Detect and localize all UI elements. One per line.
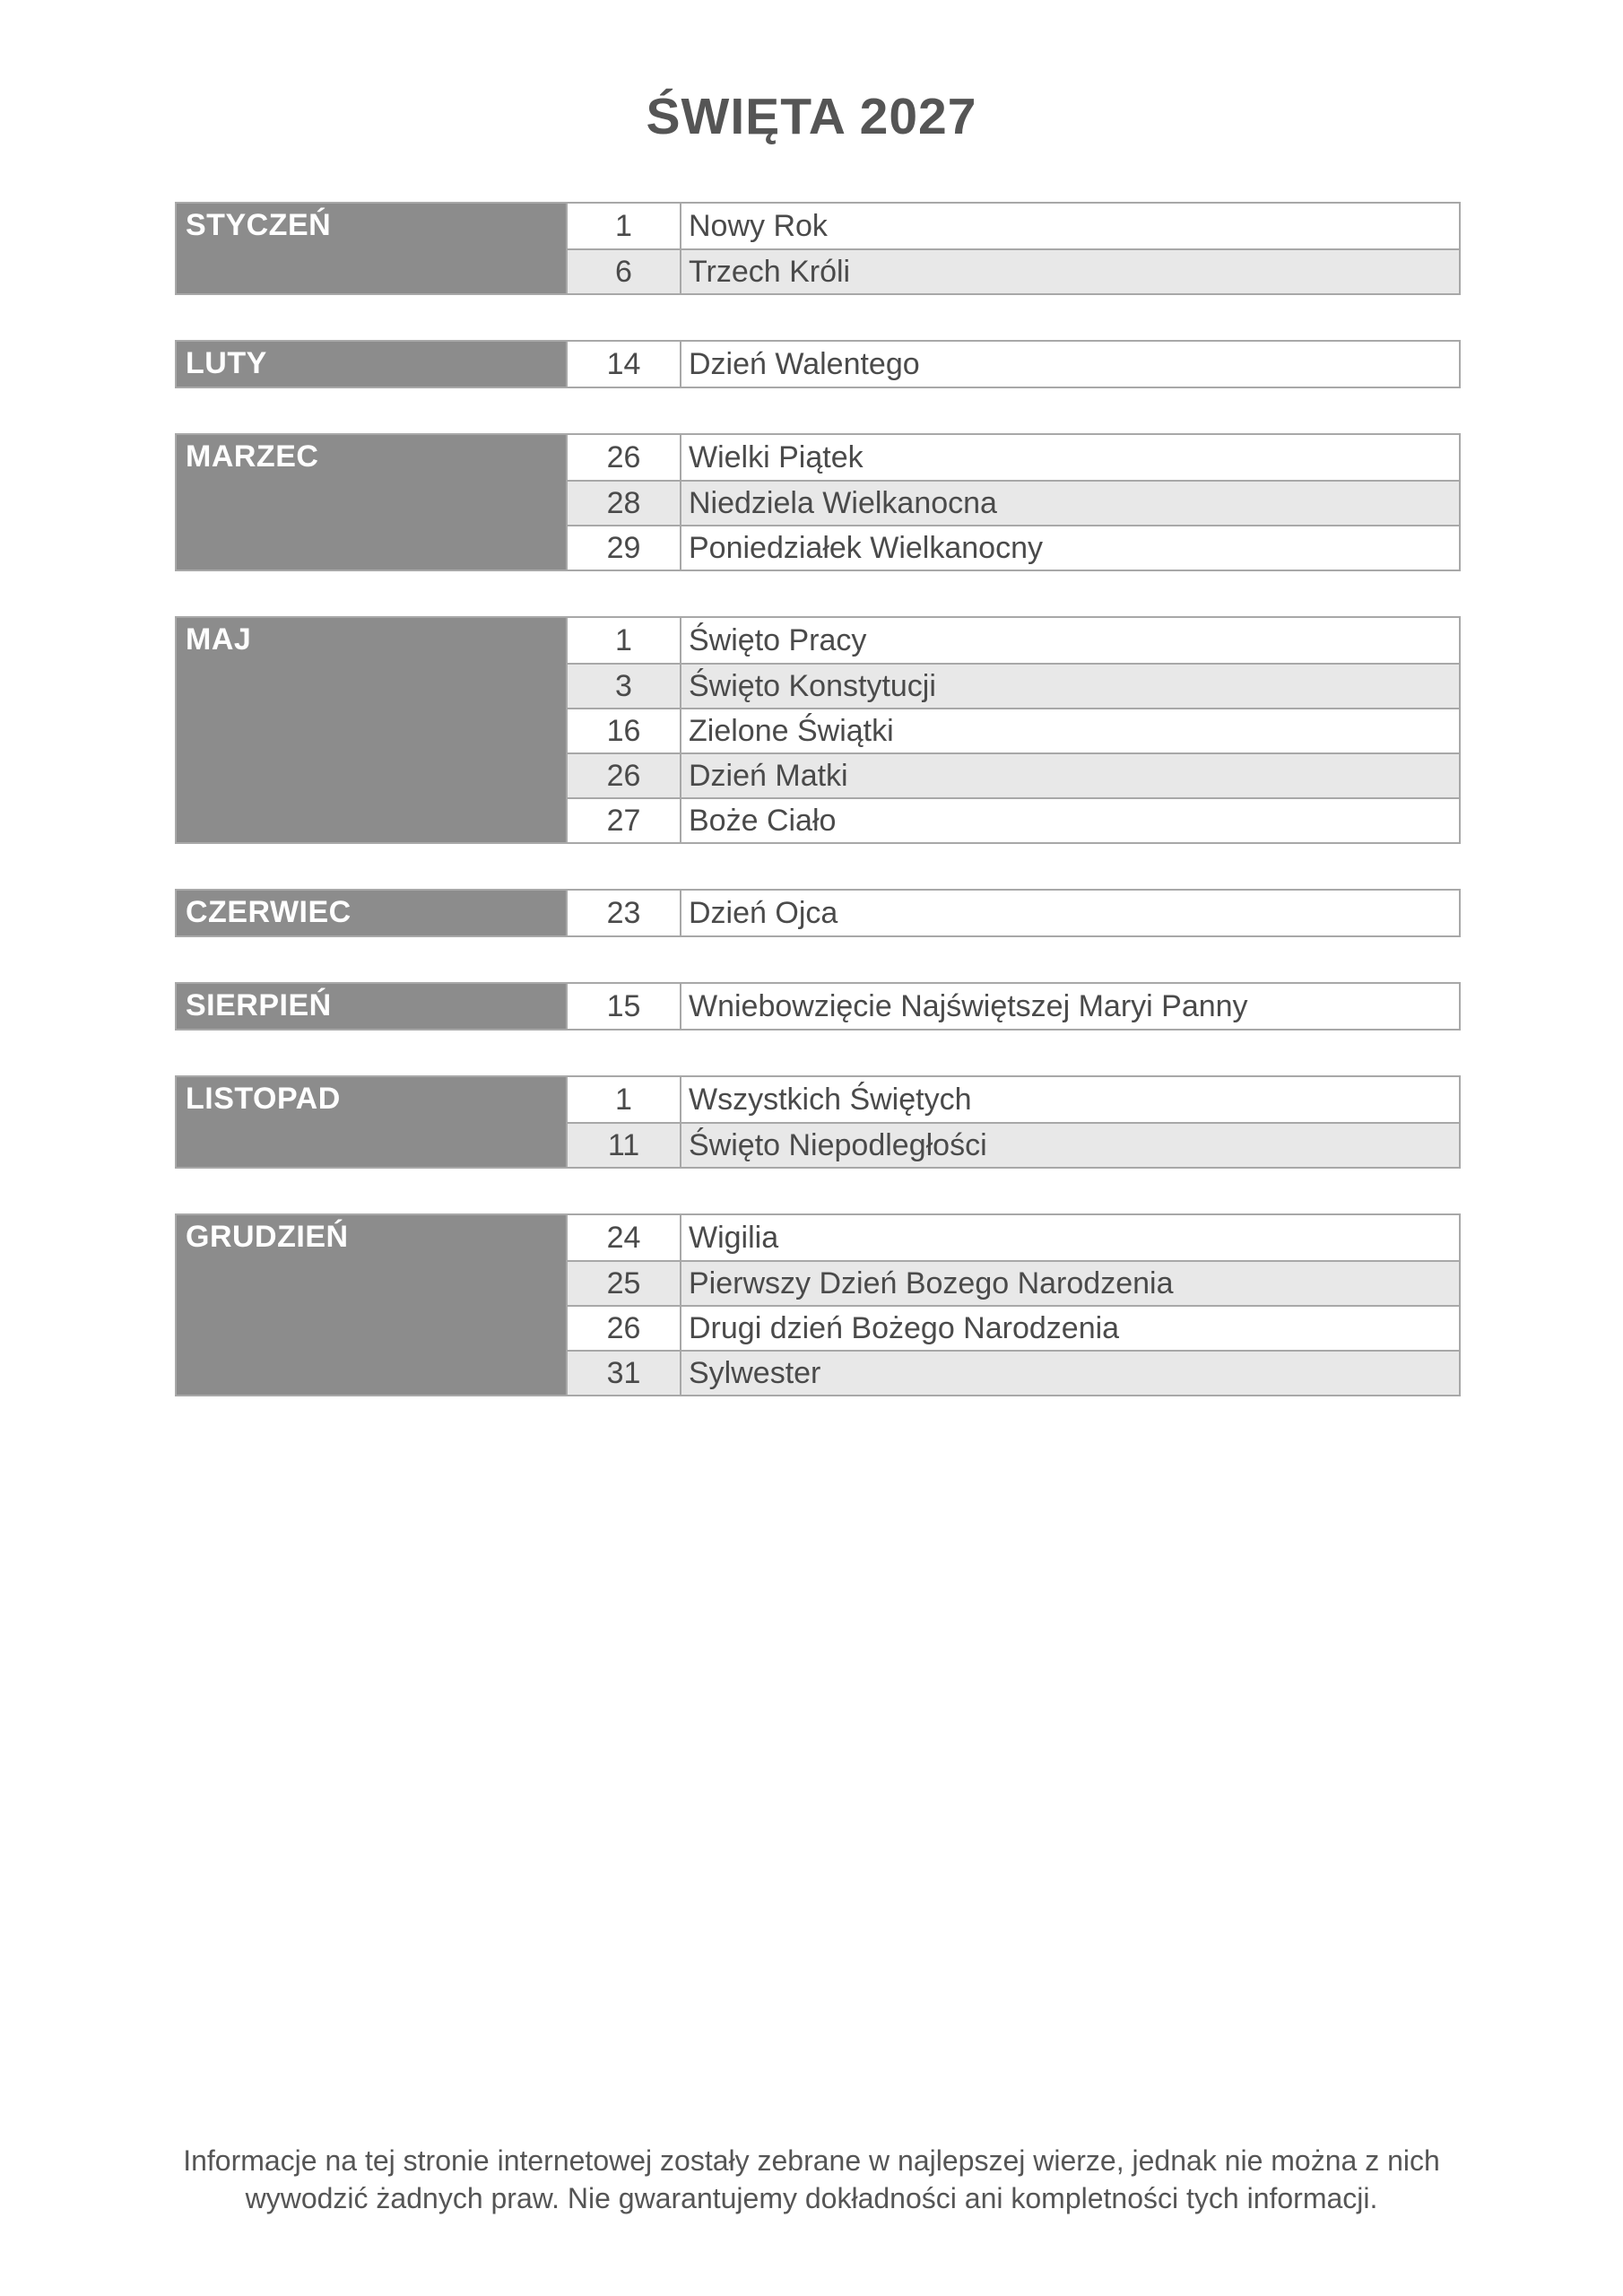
holiday-name: Drugi dzień Bożego Narodzenia bbox=[689, 1310, 1120, 1345]
holiday-row bbox=[566, 1215, 1459, 1260]
holiday-name: Dzień Matki bbox=[689, 758, 848, 793]
holiday-day: 6 bbox=[566, 250, 681, 293]
month-name: MAJ bbox=[177, 618, 566, 842]
month-block bbox=[175, 433, 1461, 571]
holiday-row bbox=[566, 752, 1459, 797]
month-name: STYCZEŃ bbox=[177, 204, 566, 293]
holiday-name: Wniebowzięcie Najświętszej Maryi Panny bbox=[689, 988, 1248, 1023]
month-name: LUTY bbox=[177, 342, 566, 387]
holiday-name: Święto Niepodległości bbox=[689, 1127, 987, 1162]
holiday-name: Sylwester bbox=[689, 1355, 821, 1390]
holiday-rows bbox=[566, 984, 1459, 1029]
holiday-name: Wielki Piątek bbox=[689, 439, 864, 474]
disclaimer bbox=[0, 2142, 1623, 2217]
month-block bbox=[175, 1075, 1461, 1169]
holiday-day: 1 bbox=[566, 1077, 681, 1122]
holiday-name: Nowy Rok bbox=[689, 208, 828, 243]
month-block bbox=[175, 616, 1461, 844]
holiday-row bbox=[566, 342, 1459, 387]
holiday-day: 29 bbox=[566, 526, 681, 570]
holiday-row bbox=[566, 1350, 1459, 1395]
holiday-row bbox=[566, 1122, 1459, 1167]
holiday-day: 24 bbox=[566, 1215, 681, 1260]
holiday-name: Poniedziałek Wielkanocny bbox=[689, 530, 1043, 565]
holiday-table bbox=[175, 202, 1461, 1441]
holiday-day: 26 bbox=[566, 754, 681, 797]
holiday-day: 25 bbox=[566, 1262, 681, 1305]
holiday-row bbox=[566, 204, 1459, 248]
month-name: MARZEC bbox=[177, 435, 566, 570]
holiday-rows bbox=[566, 891, 1459, 935]
holiday-day: 16 bbox=[566, 709, 681, 752]
holiday-day: 26 bbox=[566, 1307, 681, 1350]
holiday-row bbox=[566, 435, 1459, 480]
holiday-rows bbox=[566, 1077, 1459, 1167]
holiday-day: 14 bbox=[566, 342, 681, 387]
holiday-name: Zielone Świątki bbox=[689, 713, 894, 748]
holiday-name: Wszystkich Świętych bbox=[689, 1082, 972, 1117]
holiday-name: Wigilia bbox=[689, 1220, 779, 1255]
holiday-day: 28 bbox=[566, 482, 681, 525]
holiday-row bbox=[566, 708, 1459, 752]
holiday-row bbox=[566, 797, 1459, 842]
holiday-row bbox=[566, 1260, 1459, 1305]
holiday-name: Święto Pracy bbox=[689, 622, 867, 657]
holiday-name: Pierwszy Dzień Bozego Narodzenia bbox=[689, 1265, 1174, 1300]
month-block bbox=[175, 340, 1461, 388]
holiday-day: 11 bbox=[566, 1124, 681, 1167]
month-block bbox=[175, 202, 1461, 295]
holiday-day: 1 bbox=[566, 204, 681, 248]
holiday-row bbox=[566, 1077, 1459, 1122]
holiday-row bbox=[566, 480, 1459, 525]
month-block bbox=[175, 1213, 1461, 1396]
month-name: GRUDZIEŃ bbox=[177, 1215, 566, 1395]
holiday-day: 3 bbox=[566, 665, 681, 708]
holiday-name: Dzień Walentego bbox=[689, 346, 920, 381]
holiday-row bbox=[566, 984, 1459, 1029]
holiday-day: 31 bbox=[566, 1352, 681, 1395]
holiday-row bbox=[566, 618, 1459, 663]
holiday-rows bbox=[566, 342, 1459, 387]
holiday-row bbox=[566, 1305, 1459, 1350]
holiday-row bbox=[566, 891, 1459, 935]
holiday-rows bbox=[566, 204, 1459, 293]
holiday-rows bbox=[566, 435, 1459, 570]
holiday-day: 23 bbox=[566, 891, 681, 935]
holiday-row bbox=[566, 663, 1459, 708]
month-name: LISTOPAD bbox=[177, 1077, 566, 1167]
holiday-day: 15 bbox=[566, 984, 681, 1029]
month-name: CZERWIEC bbox=[177, 891, 566, 935]
holiday-day: 26 bbox=[566, 435, 681, 480]
holiday-day: 1 bbox=[566, 618, 681, 663]
holiday-row bbox=[566, 525, 1459, 570]
disclaimer-line-1: Informacje na tej stronie internetowej zostały zebrane w najlepszej wierze, jednak nie można z nich bbox=[183, 2144, 1440, 2177]
holiday-rows bbox=[566, 618, 1459, 842]
holiday-row bbox=[566, 248, 1459, 293]
disclaimer-line-2: wywodzić żadnych praw. Nie gwarantujemy dokładności ani kompletności tych informacji. bbox=[245, 2182, 1378, 2214]
month-block bbox=[175, 982, 1461, 1031]
month-name: SIERPIEŃ bbox=[177, 984, 566, 1029]
holiday-name: Trzech Króli bbox=[689, 254, 851, 289]
holiday-name: Niedziela Wielkanocna bbox=[689, 485, 997, 520]
holiday-name: Święto Konstytucji bbox=[689, 668, 936, 703]
holiday-name: Boże Ciało bbox=[689, 803, 837, 838]
page-title: ŚWIĘTA 2027 bbox=[646, 88, 977, 145]
holiday-name: Dzień Ojca bbox=[689, 895, 838, 930]
holiday-rows bbox=[566, 1215, 1459, 1395]
month-block bbox=[175, 889, 1461, 937]
holiday-day: 27 bbox=[566, 799, 681, 842]
